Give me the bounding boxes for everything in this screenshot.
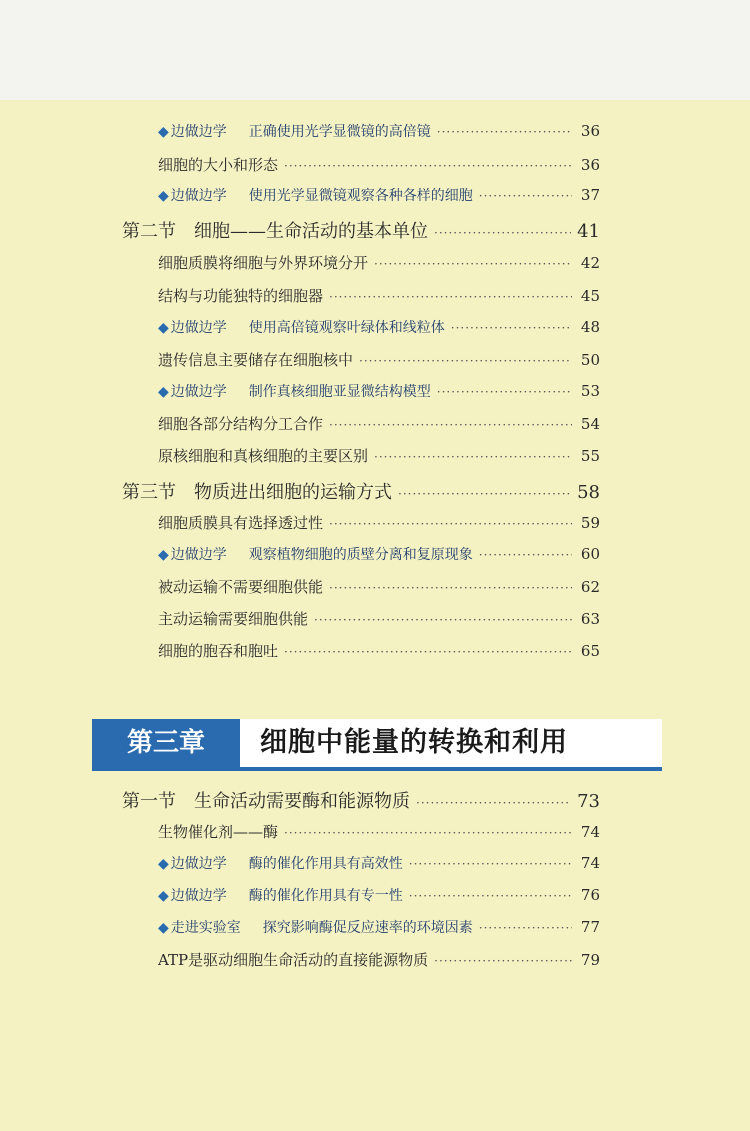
page-number: 65 xyxy=(580,642,600,660)
page-number: 62 xyxy=(580,578,600,596)
page-number: 60 xyxy=(580,545,600,563)
entry-title: 观察植物细胞的质壁分离和复原现象 xyxy=(248,547,473,563)
toc-entry-item xyxy=(158,285,600,309)
diamond-bullet-icon: ◆ xyxy=(158,856,169,872)
page-number: 74 xyxy=(580,854,600,872)
diamond-bullet-icon: ◆ xyxy=(158,320,169,336)
page-number: 42 xyxy=(580,254,600,272)
entry-title: 酶的催化作用具有专一性 xyxy=(248,888,403,904)
dot-leader xyxy=(359,354,572,368)
page-number: 54 xyxy=(580,415,600,433)
side-tag: 边做边学 xyxy=(170,856,227,872)
side-tag: 边做边学 xyxy=(170,547,227,563)
side-tag: 边做边学 xyxy=(170,888,227,904)
chapter-title: 细胞中能量的转换和利用 xyxy=(260,727,568,758)
toc-entry-item xyxy=(158,445,600,469)
entry-title: ATP是驱动细胞生命活动的直接能源物质 xyxy=(158,951,429,969)
dot-leader xyxy=(451,321,572,335)
dot-leader xyxy=(479,921,572,935)
toc-entry-side-activity xyxy=(158,121,600,145)
entry-title: 使用光学显微镜观察各种各样的细胞 xyxy=(248,188,473,204)
page-number: 77 xyxy=(580,918,600,936)
toc-entry-item xyxy=(158,512,600,536)
toc-entry-item xyxy=(158,576,600,600)
toc-entry-side-activity xyxy=(158,381,600,405)
chapter-banner xyxy=(92,719,662,771)
dot-leader xyxy=(479,189,572,203)
entry-title: 原核细胞和真核细胞的主要区别 xyxy=(158,447,369,465)
diamond-bullet-icon: ◆ xyxy=(158,124,169,140)
dot-leader xyxy=(314,613,572,627)
toc-entry-side-activity xyxy=(158,185,600,209)
toc-entry-lab-activity xyxy=(158,917,600,941)
diamond-bullet-icon: ◆ xyxy=(158,547,169,563)
page-number: 45 xyxy=(580,287,600,305)
dot-leader xyxy=(437,385,572,399)
dot-leader xyxy=(416,796,571,810)
toc-entry-side-activity xyxy=(158,853,600,877)
entry-title: 正确使用光学显微镜的高倍镜 xyxy=(248,124,431,140)
toc-entry-side-activity xyxy=(158,885,600,909)
page-number: 63 xyxy=(580,610,600,628)
page-number: 59 xyxy=(580,514,600,532)
page-number: 76 xyxy=(580,886,600,904)
toc-section-heading xyxy=(122,217,600,243)
entry-title: 细胞质膜具有选择透过性 xyxy=(158,514,324,532)
dot-leader xyxy=(329,290,572,304)
toc-entry-item xyxy=(158,154,600,178)
side-tag: 边做边学 xyxy=(170,188,227,204)
section-title: 第三节 物质进出细胞的运输方式 xyxy=(122,482,392,503)
diamond-bullet-icon: ◆ xyxy=(158,384,169,400)
toc-entry-side-activity xyxy=(158,317,600,341)
entry-title: 细胞的胞吞和胞吐 xyxy=(158,642,279,660)
page-number: 50 xyxy=(580,351,600,369)
dot-leader xyxy=(284,826,572,840)
chapter-label: 第三章 xyxy=(92,719,240,767)
dot-leader xyxy=(409,889,572,903)
side-tag: 走进实验室 xyxy=(170,920,241,936)
dot-leader xyxy=(284,159,572,173)
entry-title: 遗传信息主要储存在细胞核中 xyxy=(158,351,354,369)
toc-entry-item xyxy=(158,949,600,973)
dot-leader xyxy=(409,857,572,871)
page-number: 41 xyxy=(577,221,600,242)
page-number: 48 xyxy=(580,318,600,336)
top-margin xyxy=(0,0,750,100)
side-tag: 边做边学 xyxy=(170,320,227,336)
dot-leader xyxy=(398,487,571,501)
diamond-bullet-icon: ◆ xyxy=(158,920,169,936)
entry-title: 酶的催化作用具有高效性 xyxy=(248,856,403,872)
page-number: 74 xyxy=(580,823,600,841)
toc-entry-item xyxy=(158,640,600,664)
page-number: 53 xyxy=(580,382,600,400)
entry-title: 结构与功能独特的细胞器 xyxy=(158,287,324,305)
toc-entry-item xyxy=(158,252,600,276)
entry-title: 细胞质膜将细胞与外界环境分开 xyxy=(158,254,369,272)
dot-leader xyxy=(329,517,572,531)
dot-leader xyxy=(329,418,572,432)
toc-entry-item xyxy=(158,608,600,632)
dot-leader xyxy=(374,257,572,271)
diamond-bullet-icon: ◆ xyxy=(158,888,169,904)
page-number: 58 xyxy=(577,482,600,503)
page-number: 36 xyxy=(580,122,600,140)
side-tag: 边做边学 xyxy=(170,384,227,400)
toc-entry-item xyxy=(158,821,600,845)
side-tag: 边做边学 xyxy=(170,124,227,140)
dot-leader xyxy=(479,548,572,562)
entry-title: 被动运输不需要细胞供能 xyxy=(158,578,324,596)
section-title: 第一节 生命活动需要酶和能源物质 xyxy=(122,791,410,812)
entry-title: 制作真核细胞亚显微结构模型 xyxy=(248,384,431,400)
page-number: 37 xyxy=(580,186,600,204)
entry-title: 细胞各部分结构分工合作 xyxy=(158,415,324,433)
toc-section-heading xyxy=(122,787,600,813)
toc-entry-item xyxy=(158,413,600,437)
dot-leader xyxy=(329,581,572,595)
dot-leader xyxy=(434,226,571,240)
entry-title: 生物催化剂——酶 xyxy=(158,823,279,841)
dot-leader xyxy=(434,954,572,968)
toc-entry-item xyxy=(158,349,600,373)
dot-leader xyxy=(284,645,572,659)
entry-title: 使用高倍镜观察叶绿体和线粒体 xyxy=(248,320,445,336)
section-title: 第二节 细胞——生命活动的基本单位 xyxy=(122,221,428,242)
page-number: 55 xyxy=(580,447,600,465)
dot-leader xyxy=(437,125,572,139)
page-number: 79 xyxy=(580,951,600,969)
toc-section-heading xyxy=(122,478,600,504)
page-number: 73 xyxy=(577,791,600,812)
dot-leader xyxy=(374,450,572,464)
entry-title: 细胞的大小和形态 xyxy=(158,156,279,174)
toc-entry-side-activity xyxy=(158,544,600,568)
page-number: 36 xyxy=(580,156,600,174)
diamond-bullet-icon: ◆ xyxy=(158,188,169,204)
entry-title: 主动运输需要细胞供能 xyxy=(158,610,309,628)
entry-title: 探究影响酶促反应速率的环境因素 xyxy=(262,920,473,936)
